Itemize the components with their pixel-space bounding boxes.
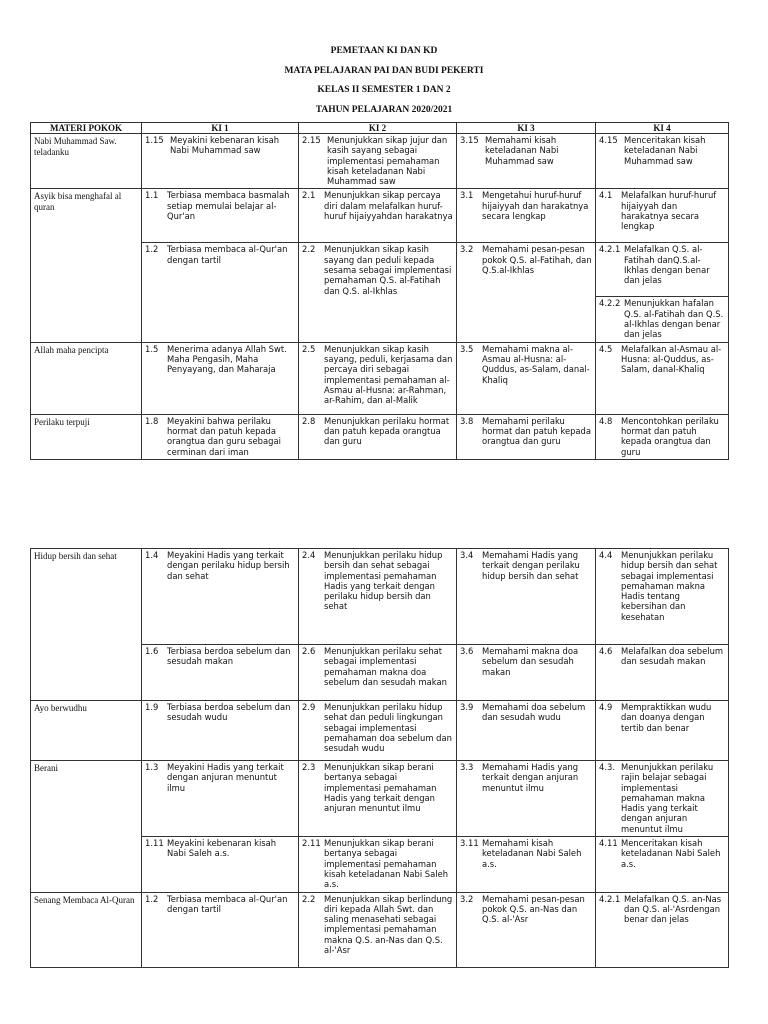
kd-number: 3.2 <box>460 893 474 904</box>
ki1-cell <box>142 837 299 892</box>
header-class: KELAS II SEMESTER 1 DAN 2 <box>317 85 451 95</box>
kd-text: Memahami perilaku hormat dan patuh kepada orangtua dan guru <box>482 415 591 447</box>
ki2-cell <box>299 892 457 967</box>
kd-text: Melafalkan Q.S. an-Nas dan Q.S. al-'Asrdengan benar dan jelas <box>624 893 722 925</box>
kd-text: Meyakini Hadis yang terkait dengan anjuran menuntut ilmu <box>167 762 284 793</box>
ki4-cell <box>596 837 729 892</box>
kd-number: 2.11 <box>302 838 321 849</box>
kd-text: Menunjukkan perilaku hidup bersih dan sehat sebagai implementasi pemahaman Hadis yang terkait dengan perilaku hidup bersih dan sehat <box>324 550 443 612</box>
kd-text: Menunjukkan hafalan Q.S. al-Fatihah dan Q.S. al-Ikhlas dengan benar dan jelas <box>624 298 724 340</box>
table-row <box>31 761 729 837</box>
kd-number: 3.6 <box>460 646 474 656</box>
kd-text: Memahami pesan-pesan pokok Q.S. al-Fatihah, dan Q.S.al-Ikhlas <box>482 244 592 276</box>
ki2-cell <box>299 134 457 189</box>
ki4-cell <box>596 243 729 342</box>
kd-number: 1.5 <box>145 343 159 354</box>
ki3-cell <box>457 761 596 837</box>
kd-text: Melafalkan doa sebelum dan sesudah makan <box>621 646 724 667</box>
ki1-cell <box>142 892 299 967</box>
kd-text: Menunjukkan sikap jujur dan kasih sayang sebagai implementasi pemahaman kisah keteladanan Nabi Muhammad saw <box>327 135 448 187</box>
kd-number: 4.15 <box>599 135 618 145</box>
ki4-cell <box>596 342 729 414</box>
kd-text: Menceritakan kisah keteladanan Nabi Saleh a.s. <box>621 838 721 869</box>
kd-text: Memahami doa sebelum dan sesudah wudu <box>482 702 586 723</box>
kd-number: 4.9 <box>599 702 613 712</box>
ki4-cell <box>596 761 729 837</box>
kd-number: 4.2.1 <box>599 244 621 255</box>
ki1-cell <box>142 414 299 459</box>
kd-number: 2.6 <box>302 646 316 656</box>
ki1-cell <box>142 189 299 243</box>
column-header-ki3: KI 3 <box>457 123 596 134</box>
kd-text: Memahami Hadis yang terkait dengan perilaku hidup bersih dan sehat <box>482 550 580 581</box>
kd-number: 4.8 <box>599 415 613 426</box>
kd-number: 2.1 <box>302 190 316 201</box>
kd-number: 3.4 <box>460 550 474 560</box>
ki1-cell <box>142 243 299 342</box>
table-row <box>31 134 729 189</box>
kd-number: 2.15 <box>302 135 321 145</box>
kd-number: 4.1 <box>599 190 613 201</box>
kd-number: 1.2 <box>145 893 159 904</box>
ki1-cell <box>142 645 299 701</box>
kd-number: 2.5 <box>302 343 316 354</box>
column-header-ki2: KI 2 <box>299 123 457 134</box>
materi-cell: Nabi Muhammad Saw. teladanku <box>31 134 142 189</box>
ki4-cell <box>596 189 729 243</box>
table-row <box>31 189 729 243</box>
kd-text: Melafalkan Q.S. al-Fatihah danQ.S.al-Ikhlas dengan benar dan jelas <box>624 244 710 286</box>
kd-text: Menunjukkan sikap kasih sayang, peduli, kerjasama dan percaya diri sebagai implementasi pemahaman al-Asmau al-Husna: ar-Rahman, ar-Rahim, dan al-Malik <box>324 343 453 406</box>
ki1-cell <box>142 134 299 189</box>
ki3-cell <box>457 645 596 701</box>
table-row <box>31 549 729 645</box>
kd-text: Menunjukkan sikap kasih sayang dan peduli kepada sesama sebagai implementasi pemahaman Q.S. al-Fatihah dan Q.S. al-Ikhlas <box>324 244 452 296</box>
ki2-cell <box>299 701 457 761</box>
materi-cell: Senang Membaca Al-Quran <box>31 892 142 967</box>
kd-number: 3.3 <box>460 762 474 772</box>
kd-text: Terbiasa membaca al-Qur'an dengan tartil <box>167 893 288 914</box>
ki2-cell <box>299 761 457 837</box>
ki2-cell <box>299 837 457 892</box>
ki4-cell <box>596 645 729 701</box>
kd-text: Terbiasa membaca basmalah setiap memulai belajar al-Qur'an <box>167 190 290 222</box>
kd-text: Menunjukkan perilaku hidup bersih dan sehat sebagai implementasi pemahaman makna Hadis tentang kebersihan dan kesehatan <box>621 550 718 622</box>
kd-number: 3.11 <box>460 838 479 849</box>
column-header-materi: MATERI POKOK <box>31 123 142 134</box>
kd-text: Memahami kisah keteladanan Nabi Saleh a.s. <box>482 838 582 869</box>
column-header-ki4: KI 4 <box>596 123 729 134</box>
kd-number: 4.2.1 <box>599 893 621 904</box>
mapping-table-2 <box>30 548 729 968</box>
kd-number: 3.9 <box>460 702 474 712</box>
materi-cell: Asyik bisa menghafal al quran <box>31 189 142 342</box>
kd-text: Memahami makna doa sebelum dan sesudah makan <box>482 646 579 677</box>
kd-text: Terbiasa berdoa sebelum dan sesudah makan <box>167 646 291 667</box>
kd-text: Menunjukkan perilaku hidup sehat dan peduli lingkungan sebagai implementasi pemahaman doa sebelum dan sesudah wudu <box>324 702 452 754</box>
kd-number: 1.1 <box>145 190 159 201</box>
ki1-cell <box>142 761 299 837</box>
kd-number: 4.11 <box>599 838 618 849</box>
kd-text: Meyakini kebenaran kisah Nabi Saleh a.s. <box>167 838 277 859</box>
materi-cell: Ayo berwudhu <box>31 701 142 761</box>
kd-number: 3.15 <box>460 135 479 145</box>
table-row <box>31 342 729 414</box>
ki1-cell <box>142 342 299 414</box>
kd-text: Terbiasa membaca al-Qur'an dengan tartil <box>167 244 288 265</box>
kd-number: 3.2 <box>460 244 474 255</box>
ki3-cell <box>457 243 596 342</box>
ki2-cell <box>299 342 457 414</box>
ki2-cell <box>299 549 457 645</box>
kd-number: 1.2 <box>145 244 159 255</box>
kd-text: Melafalkan al-Asmau al-Husna: al-Quddus, as-Salam, danal-Khaliq <box>621 343 722 375</box>
kd-text: Terbiasa berdoa sebelum dan sesudah wudu <box>167 702 291 723</box>
kd-number: 4.5 <box>599 343 613 354</box>
ki4-cell <box>596 892 729 967</box>
ki3-cell <box>457 837 596 892</box>
table-row <box>31 701 729 761</box>
ki3-cell <box>457 134 596 189</box>
mapping-table-1 <box>30 122 729 460</box>
document-header <box>0 44 768 122</box>
kd-text: Menceritakan kisah keteladanan Nabi Muhammad saw <box>624 135 706 166</box>
ki1-cell <box>142 549 299 645</box>
kd-text: Menunjukkan perilaku rajin belajar sebagai implementasi pemahaman makna Hadis yang terkait dengan anjuran menuntut ilmu <box>621 762 714 834</box>
kd-text: Memahami pesan-pesan pokok Q.S. an-Nas dan Q.S. al-'Asr <box>482 893 585 925</box>
kd-text: Meyakini Hadis yang terkait dengan perilaku hidup bersih dan sehat <box>167 550 290 581</box>
kd-text: Meyakini bahwa perilaku hormat dan patuh kepada orangtua dan guru sebagai cerminan dari iman <box>167 415 281 457</box>
kd-number: 1.11 <box>145 838 164 849</box>
kd-number: 2.8 <box>302 415 316 426</box>
ki3-cell <box>457 892 596 967</box>
kd-number: 1.6 <box>145 646 159 656</box>
kd-number: 4.4 <box>599 550 613 560</box>
kd-text: Menunjukkan perilaku hormat dan patuh kepada orangtua dan guru <box>324 415 450 447</box>
kd-text: Meyakini kebenaran kisah Nabi Muhammad saw <box>170 135 280 156</box>
header-subject: MATA PELAJARAN PAI DAN BUDI PEKERTI <box>284 65 484 76</box>
ki1-cell <box>142 701 299 761</box>
kd-number: 1.3 <box>145 762 159 772</box>
kd-text: Mempraktikkan wudu dan doanya dengan tertib dan benar <box>621 702 712 733</box>
kd-number: 1.9 <box>145 702 159 712</box>
kd-number: 3.5 <box>460 343 474 354</box>
column-header-ki1: KI 1 <box>142 123 299 134</box>
materi-cell: Perilaku terpuji <box>31 414 142 459</box>
table-row <box>31 892 729 967</box>
ki2-cell <box>299 645 457 701</box>
table-header-row <box>31 123 729 134</box>
kd-text: Menerima adanya Allah Swt. Maha Pengasih, Maha Penyayang, dan Maharaja <box>167 343 287 375</box>
ki3-cell <box>457 189 596 243</box>
ki2-cell <box>299 189 457 243</box>
kd-text: Melafalkan huruf-huruf hijaiyyah dan harakatnya secara lengkap <box>621 190 717 232</box>
kd-number: 1.8 <box>145 415 159 426</box>
materi-cell: Allah maha pencipta <box>31 342 142 414</box>
kd-number: 4.6 <box>599 646 613 656</box>
ki3-cell <box>457 701 596 761</box>
kd-text: Memahami kisah keteladanan Nabi Muhammad saw <box>485 135 559 166</box>
ki4-cell <box>596 701 729 761</box>
ki3-cell <box>457 549 596 645</box>
materi-cell: Hidup bersih dan sehat <box>31 549 142 701</box>
materi-cell: Berani <box>31 761 142 893</box>
kd-text: Memahami makna al-Asmau al-Husna: al-Quddus, as-Salam, danal-Khaliq <box>482 343 590 385</box>
kd-number: 2.2 <box>302 893 316 904</box>
kd-text: Menunjukkan sikap berani bertanya sebagai implementasi pemahaman Hadis yang terkait dengan anjuran menuntut ilmu <box>324 762 437 814</box>
ki2-cell <box>299 243 457 342</box>
kd-number: 1.15 <box>145 135 164 145</box>
ki4-cell <box>596 134 729 189</box>
kd-number: 3.1 <box>460 190 474 201</box>
header-year: TAHUN PELAJARAN 2020/2021 <box>315 104 453 115</box>
kd-number: 4.2.2 <box>599 298 621 309</box>
kd-text: Memahami Hadis yang terkait dengan anjuran menuntut ilmu <box>482 762 579 793</box>
kd-number: 2.3 <box>302 762 316 772</box>
kd-text: Menunjukkan sikap percaya diri dalam melafalkan huruf-huruf hijaiyyahdan harakatnya <box>324 190 453 222</box>
table-row <box>31 414 729 459</box>
ki3-cell <box>457 342 596 414</box>
ki4-cell <box>596 549 729 645</box>
ki3-cell <box>457 414 596 459</box>
kd-number: 2.9 <box>302 702 316 712</box>
kd-number: 2.4 <box>302 550 316 560</box>
ki4-cell <box>596 414 729 459</box>
ki2-cell <box>299 414 457 459</box>
header-title: PEMETAAN KI DAN KD <box>330 46 438 56</box>
kd-number: 3.8 <box>460 415 474 426</box>
kd-text: Menunjukkan perilaku sehat sebagai implementasi pemahaman makna doa sebelum dan sesudah makan <box>324 646 447 687</box>
kd-text: Mengetahui huruf-huruf hijaiyyah dan harakatnya secara lengkap <box>482 190 589 222</box>
kd-text: Mencontohkan perilaku hormat dan patuh kepada orangtua dan guru <box>621 415 719 457</box>
kd-text: Menunjukkan sikap berlindung diri kepada Allah Swt. dan saling menasehati sebagai implementasi pemahaman makna Q.S. an-Nas dan Q.S. al-'Asr <box>324 893 453 956</box>
kd-text: Menunjukkan sikap berani bertanya sebagai implementasi pemahaman kisah keteladanan Nabi Saleh a.s. <box>324 838 449 890</box>
kd-number: 2.2 <box>302 244 316 255</box>
kd-number: 1.4 <box>145 550 159 560</box>
kd-number: 4.3. <box>599 762 615 772</box>
